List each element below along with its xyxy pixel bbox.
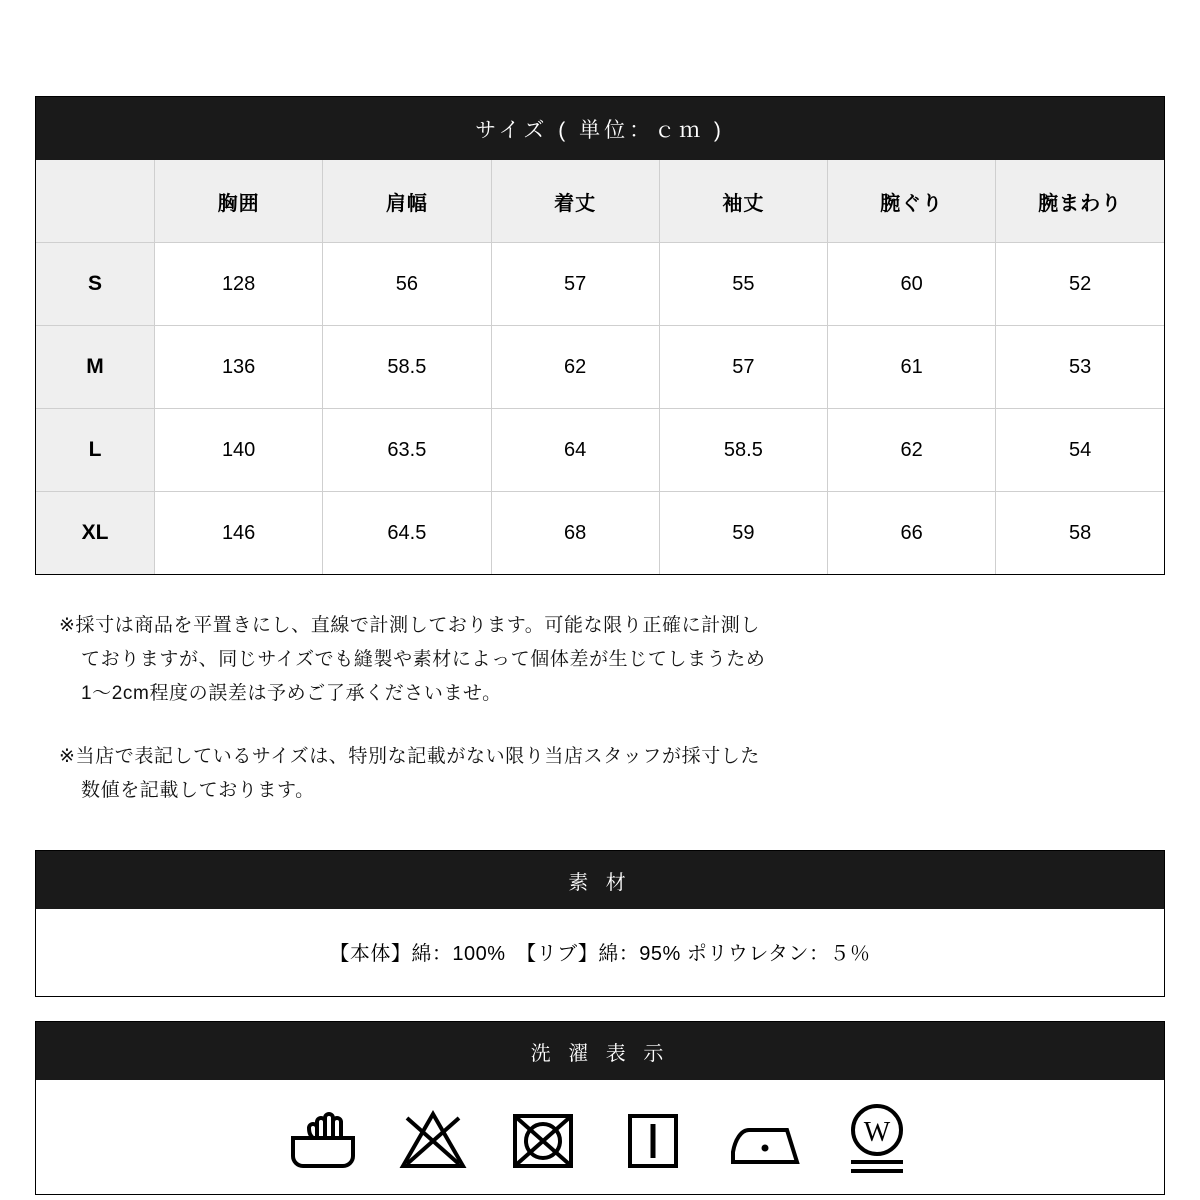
- iron-low-icon: [727, 1104, 803, 1176]
- note-staff-measured: [59, 740, 1165, 808]
- hand-wash-icon: [287, 1104, 359, 1176]
- size-spec-document: [35, 0, 1165, 1195]
- size-cell: 55: [659, 243, 827, 326]
- size-column-header-armhole: 腕ぐり: [828, 160, 996, 243]
- wash-care-title: 洗 濯 表 示: [36, 1022, 1164, 1080]
- wash-care-icons: [36, 1080, 1164, 1194]
- size-table-header-row: [36, 160, 1164, 243]
- size-cell: 53: [996, 326, 1164, 409]
- no-tumble-dry-icon: [507, 1104, 579, 1176]
- size-cell: 62: [491, 326, 659, 409]
- table-row: [36, 492, 1164, 575]
- table-row: [36, 243, 1164, 326]
- note-line: ※採寸は商品を平置きにし、直線で計測しております。可能な限り正確に計測し: [59, 615, 761, 636]
- size-cell: 66: [828, 492, 996, 575]
- note-measurement: [59, 609, 1165, 710]
- size-column-header-length: 着丈: [491, 160, 659, 243]
- size-column-header-shoulder: 肩幅: [323, 160, 491, 243]
- size-column-header-blank: [36, 160, 155, 243]
- material-block: [35, 850, 1165, 997]
- size-cell: 136: [155, 326, 323, 409]
- size-cell: 68: [491, 492, 659, 575]
- size-cell: 56: [323, 243, 491, 326]
- size-cell: 57: [659, 326, 827, 409]
- measurement-notes: [35, 609, 1165, 808]
- size-cell: 128: [155, 243, 323, 326]
- size-column-header-sleeve: 袖丈: [659, 160, 827, 243]
- size-cell: 60: [828, 243, 996, 326]
- size-label: S: [36, 243, 155, 326]
- no-bleach-icon: [397, 1104, 469, 1176]
- size-table: [36, 160, 1164, 574]
- note-line: ※当店で表記しているサイズは、特別な記載がない限り当店スタッフが採寸した: [59, 746, 761, 768]
- size-cell: 57: [491, 243, 659, 326]
- size-cell: 52: [996, 243, 1164, 326]
- size-cell: 54: [996, 409, 1164, 492]
- size-table-block: [35, 96, 1165, 575]
- size-cell: 140: [155, 409, 323, 492]
- size-cell: 63.5: [323, 409, 491, 492]
- wash-care-block: [35, 1021, 1165, 1195]
- table-row: [36, 326, 1164, 409]
- size-label: M: [36, 326, 155, 409]
- size-table-title: サイズ ( 単位：ｃｍ ): [36, 97, 1164, 160]
- size-label: L: [36, 409, 155, 492]
- drip-dry-hang-icon: [617, 1104, 689, 1176]
- size-cell: 59: [659, 492, 827, 575]
- note-line: ておりますが、同じサイズでも縫製や素材によって個体差が生じてしまうため: [81, 648, 766, 670]
- material-body: 【本体】綿：100% 【リブ】綿：95% ポリウレタン：５％: [329, 943, 871, 966]
- size-cell: 61: [828, 326, 996, 409]
- size-cell: 58.5: [323, 326, 491, 409]
- size-cell: 58.5: [659, 409, 827, 492]
- size-label: XL: [36, 492, 155, 575]
- size-cell: 146: [155, 492, 323, 575]
- size-cell: 58: [996, 492, 1164, 575]
- size-cell: 64: [491, 409, 659, 492]
- svg-text:W: W: [863, 1117, 891, 1149]
- wet-cleaning-icon: [841, 1100, 913, 1176]
- table-row: [36, 409, 1164, 492]
- material-title: 素 材: [36, 851, 1164, 909]
- size-column-header-armcircumference: 腕まわり: [996, 160, 1164, 243]
- size-column-header-bust: 胸囲: [155, 160, 323, 243]
- note-line: 1〜2cm程度の誤差は予めご了承くださいませ。: [81, 682, 502, 704]
- size-cell: 62: [828, 409, 996, 492]
- size-cell: 64.5: [323, 492, 491, 575]
- note-line: 数値を記載しております。: [81, 780, 315, 802]
